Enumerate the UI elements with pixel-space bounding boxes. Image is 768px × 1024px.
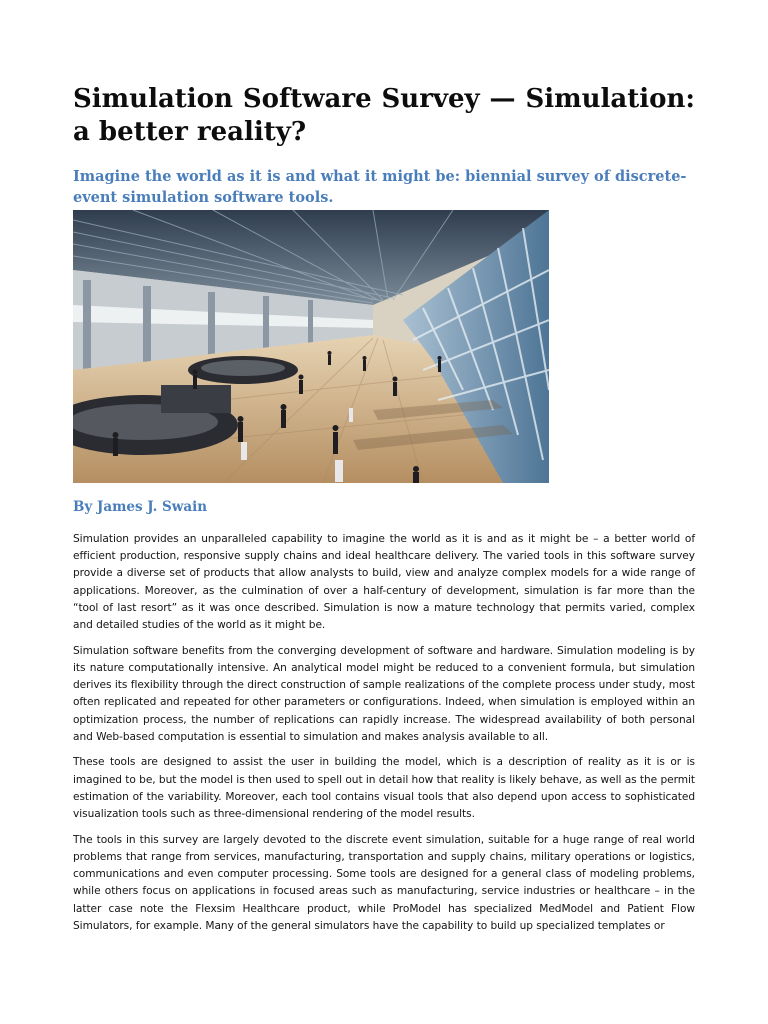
article-subtitle: Imagine the world as it is and what it might be: biennial survey of discrete-event simulation software tools. [73,168,687,206]
body-paragraph: These tools are designed to assist the user in building the model, which is a description of reality as it is or is imagined to be, but the model is then used to spell out in detail how that reality is likely behave, as well as the permit estimation of the variability. Moreover, each tool contains visual tools that also depend upon access to sophisticated visualization tools such as three-dimensional rendering of the model results. [73,756,695,821]
article-title: Simulation Software Survey — Simulation: a better reality? [73,84,695,147]
body-paragraph: The tools in this survey are largely devoted to the discrete event simulation, suitable for a huge range of real world problems that range from services, manufacturing, transportation and supply chains, military operations or logistics, communications and even computer processing. Some tools are designed for a general class of modeling problems, while others focus on applications in focused areas such as manufacturing, service industries or healthcare – in the latter case note the Flexsim Healthcare product, while ProModel has specialized MedModel and Patient Flow Simulators, for example. Many of the general simulators have the capability to build up specialized templates or [73,833,695,932]
article-byline: By James J. Swain [73,499,208,515]
body-paragraph: Simulation software benefits from the converging development of software and hardware. Simulation modeling is by its nature computationally intensive. An analytical model might be reduced to a convenient formula, but simulation derives its flexibility through the direct construction of sample realizations of the complete process under study, most often replicated and repeated for other parameters or configurations. Indeed, when simulation is employed within an optimization process, the number of replications can rapidly increase. The widespread availability of both personal and Web-based computation is essential to simulation and makes analysis available to all. [73,644,695,743]
article-body [73,531,695,943]
body-paragraph: Simulation provides an unparalleled capability to imagine the world as it is and as it might be – a better world of efficient production, responsive supply chains and ideal healthcare delivery. The varied tools in this software survey provide a diverse set of products that allow analysts to build, view and analyze complex models for a wide range of applications. Moreover, as the culmination of over a half-century of development, simulation is far more than the “tool of last resort” as it was once described. Simulation is now a mature technology that permits varied, complex and detailed studies of the world as it might be. [73,533,695,632]
airport-terminal-photo [73,210,549,483]
